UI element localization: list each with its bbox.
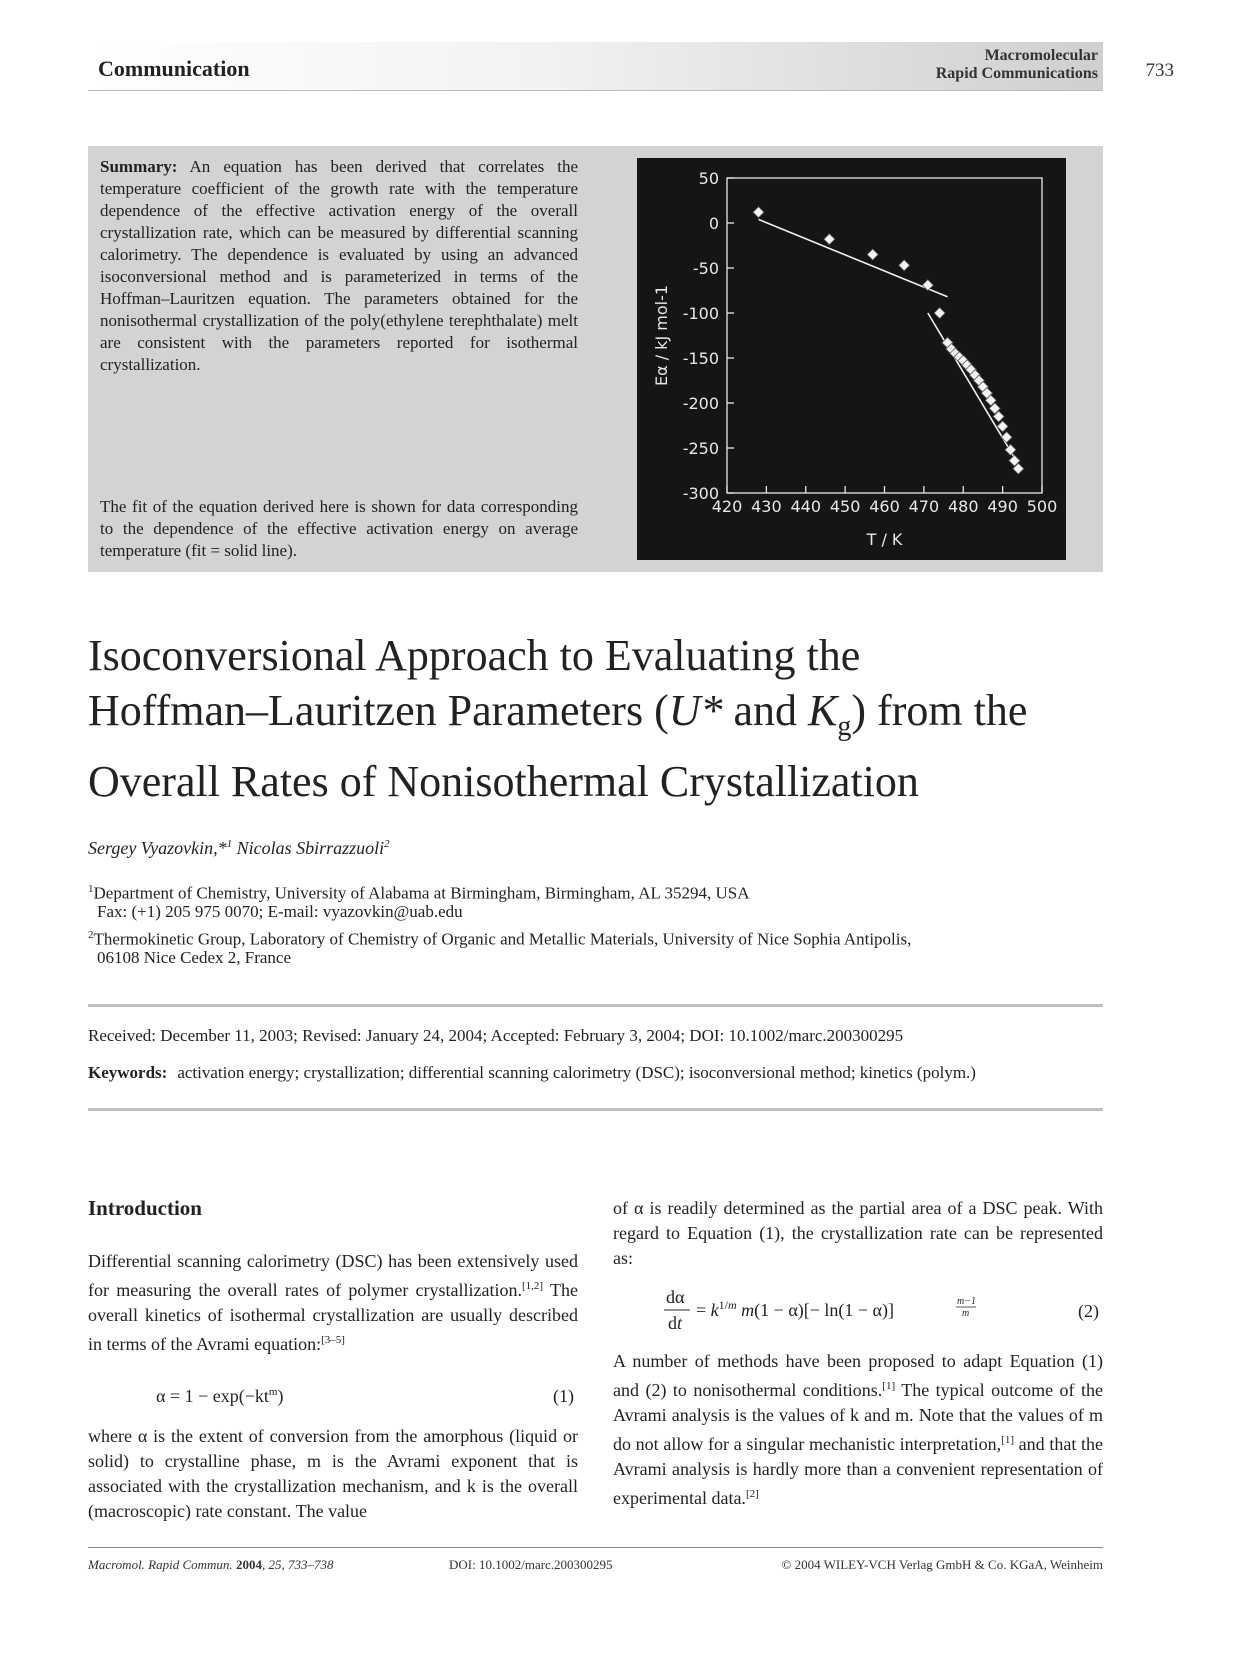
intro-p4b-ref: [1] — [1001, 1434, 1014, 1446]
fit-line — [759, 219, 948, 296]
y-tick-label: -200 — [682, 394, 719, 413]
x-tick-label: 450 — [829, 497, 861, 516]
footer-volume-pages: , 25, 733–738 — [261, 1557, 334, 1572]
data-point — [1001, 432, 1012, 443]
affiliation-1-contact: Fax: (+1) 205 975 0070; E-mail: vyazovkin@uab.edu — [97, 902, 463, 921]
y-tick-label: -100 — [682, 304, 719, 323]
title-line-2 — [88, 683, 1128, 754]
intro-paragraph-4 — [613, 1349, 1103, 1511]
intro-p1b-ref: [3–5] — [321, 1334, 345, 1346]
journal-name-line1: Macromolecular — [984, 47, 1098, 64]
title-line-2-start: Hoffman–Lauritzen Parameters ( — [88, 686, 669, 735]
summary-label: Summary: — [100, 157, 178, 176]
x-tick-label: 470 — [908, 497, 940, 516]
equation-1-text: α = 1 − exp(−kt — [156, 1386, 269, 1406]
intro-p4c-ref: [2] — [745, 1488, 759, 1500]
journal-name-line2: Rapid Communications — [935, 65, 1098, 82]
introduction-heading: Introduction — [88, 1196, 202, 1220]
y-tick-label: -250 — [682, 439, 719, 458]
y-tick-label: -150 — [682, 349, 719, 368]
article-dates: Received: December 11, 2003; Revised: January 24, 2004; Accepted: February 3, 2004; DOI: 10.1002/marc.200300295 — [88, 1026, 904, 1045]
intro-paragraph-1 — [88, 1249, 578, 1357]
title-k-sub: g — [837, 710, 852, 742]
footer-rule — [88, 1547, 1103, 1548]
section-label: Communication — [98, 56, 250, 81]
intro-p4-ref: [1] — [882, 1380, 896, 1392]
divider-bottom — [88, 1108, 1103, 1111]
svg-text:m−1: m−1 — [957, 1296, 976, 1307]
authors — [88, 838, 390, 859]
title-line-2-end: ) from the — [851, 686, 1028, 735]
affiliation-2-address: 06108 Nice Cedex 2, France — [97, 948, 292, 967]
intro-p1-text: Differential scanning calorimetry (DSC) has been extensively used for measuring the overall rates of polymer crystallization. — [88, 1251, 578, 1300]
x-tick-label: 420 — [711, 497, 743, 516]
x-tick-label: 480 — [947, 497, 979, 516]
intro-p1-ref: [1,2] — [522, 1280, 544, 1292]
equation-2-number: (2) — [1078, 1301, 1099, 1321]
x-tick-label: 430 — [751, 497, 782, 516]
affiliation-2-num: 2 — [88, 929, 94, 941]
journal-name — [936, 47, 1098, 83]
summary-text — [100, 156, 578, 376]
author-2-sup: 2 — [384, 838, 390, 850]
equation-1-number: (1) — [553, 1386, 574, 1406]
intro-paragraph-2: where α is the extent of conversion from the amorphous (liquid or solid) to crystalline phase, m is the Avrami exponent that is associated with the crystallization mechanism, and k is the overall (macroscopic) rate constant. The value — [88, 1426, 578, 1521]
svg-text:dα: dα — [666, 1287, 685, 1307]
author-1-sup: 1 — [226, 838, 233, 850]
page-number: 733 — [1145, 60, 1174, 81]
author-1: Sergey Vyazovkin,* — [88, 838, 227, 858]
keywords-label: Keywords: — [88, 1063, 168, 1082]
title-k: K — [808, 686, 838, 735]
data-point — [867, 249, 878, 260]
footer-citation — [88, 1557, 333, 1573]
intro-paragraph-3: of α is readily determined as the partial area of a DSC peak. With regard to Equation (1), the crystallization rate can be represented as: — [613, 1198, 1103, 1268]
title-u-star: U* — [668, 686, 723, 735]
paper-title — [88, 628, 1128, 809]
data-point — [824, 234, 835, 245]
title-line-1: Isoconversional Approach to Evaluating the — [88, 631, 861, 680]
activation-energy-chart — [637, 158, 1066, 560]
svg-text:= k1/m m(1 − α)[− ln(1 − α)]: = $k^{1/m}$ m(1 − α)[− ln(1 − α)] — [696, 1298, 894, 1320]
y-tick-label: -300 — [682, 484, 719, 503]
intro-p4b-text: The typical outcome of the Avrami analysis is the values of k and m. Note that the values of m do not allow for a singular mechanistic interpretation, — [613, 1380, 1103, 1454]
y-tick-label: 0 — [708, 214, 719, 233]
equation-2-graphic — [662, 1284, 982, 1334]
fit-line — [928, 313, 1019, 464]
equation-2 — [662, 1284, 982, 1339]
x-tick-label: 440 — [790, 497, 822, 516]
author-2: Nicolas Sbirrazzuoli — [232, 838, 385, 858]
affiliation-2-text: Thermokinetic Group, Laboratory of Chemistry of Organic and Metallic Materials, University of Nice Sophia Antipolis, — [93, 929, 912, 949]
intro-p4-text: A number of methods have been proposed to adapt Equation (1) and (2) to nonisothermal conditions. — [613, 1351, 1103, 1400]
footer-copyright: © 2004 WILEY-VCH Verlag GmbH & Co. KGaA, Weinheim — [781, 1557, 1103, 1572]
x-tick-label: 460 — [869, 497, 900, 516]
x-axis-label: T / K — [866, 530, 903, 549]
data-point — [934, 308, 945, 319]
equation-1 — [156, 1386, 283, 1407]
intro-p4c-text: and that the Avrami analysis is hardly more than a convenient representation of experimental data. — [613, 1434, 1103, 1508]
title-line-3: Overall Rates of Nonisothermal Crystallization — [88, 756, 919, 806]
svg-text:m: m — [962, 1308, 970, 1319]
keywords — [88, 1063, 976, 1083]
svg-text:dt: dt — [668, 1313, 683, 1333]
affiliation-1-text: Department of Chemistry, University of Alabama at Birmingham, Birmingham, AL 35294, USA — [93, 883, 750, 903]
footer-year: 2004 — [235, 1557, 262, 1572]
y-tick-label: -50 — [692, 259, 719, 278]
summary-body: An equation has been derived that correlates the temperature coefficient of the growth rate with the temperature dependence of the effective activation energy of the overall crystallization rate, which can be measured by differential scanning calorimetry. The dependence is evaluated by using an advanced isoconversional method and is parameterized in terms of the Hoffman–Lauritzen equation. The parameters obtained for the nonisothermal crystallization of the poly(ethylene terephthalate) melt are consistent with the parameters reported for isothermal crystallization. — [100, 157, 578, 374]
equation-1-sup: m — [268, 1386, 278, 1398]
data-point — [753, 207, 764, 218]
equation-1-end: ) — [277, 1386, 284, 1406]
title-and: and — [722, 686, 809, 735]
figure-caption: The fit of the equation derived here is shown for data corresponding to the dependence of the effective activation energy on average temperature (fit = solid line). — [100, 497, 578, 560]
affiliation-1-num: 1 — [88, 883, 94, 895]
x-tick-label: 490 — [987, 497, 1018, 516]
x-tick-label: 500 — [1026, 497, 1058, 516]
data-point — [922, 280, 933, 291]
y-tick-label: 50 — [698, 169, 719, 188]
divider-top — [88, 1004, 1103, 1007]
keywords-text: activation energy; crystallization; differential scanning calorimetry (DSC); isoconversional method; kinetics (polym.) — [177, 1063, 976, 1082]
footer-journal: Macromol. Rapid Commun. — [88, 1557, 233, 1572]
data-point — [899, 260, 910, 271]
y-axis-label: Eα / kJ mol-1 — [652, 284, 671, 387]
chart-canvas — [637, 158, 1066, 560]
intro-p1b-text: The overall kinetics of isothermal crystallization are usually described in terms of the Avrami equation: — [88, 1280, 578, 1354]
footer-doi: DOI: 10.1002/marc.200300295 — [449, 1557, 613, 1572]
